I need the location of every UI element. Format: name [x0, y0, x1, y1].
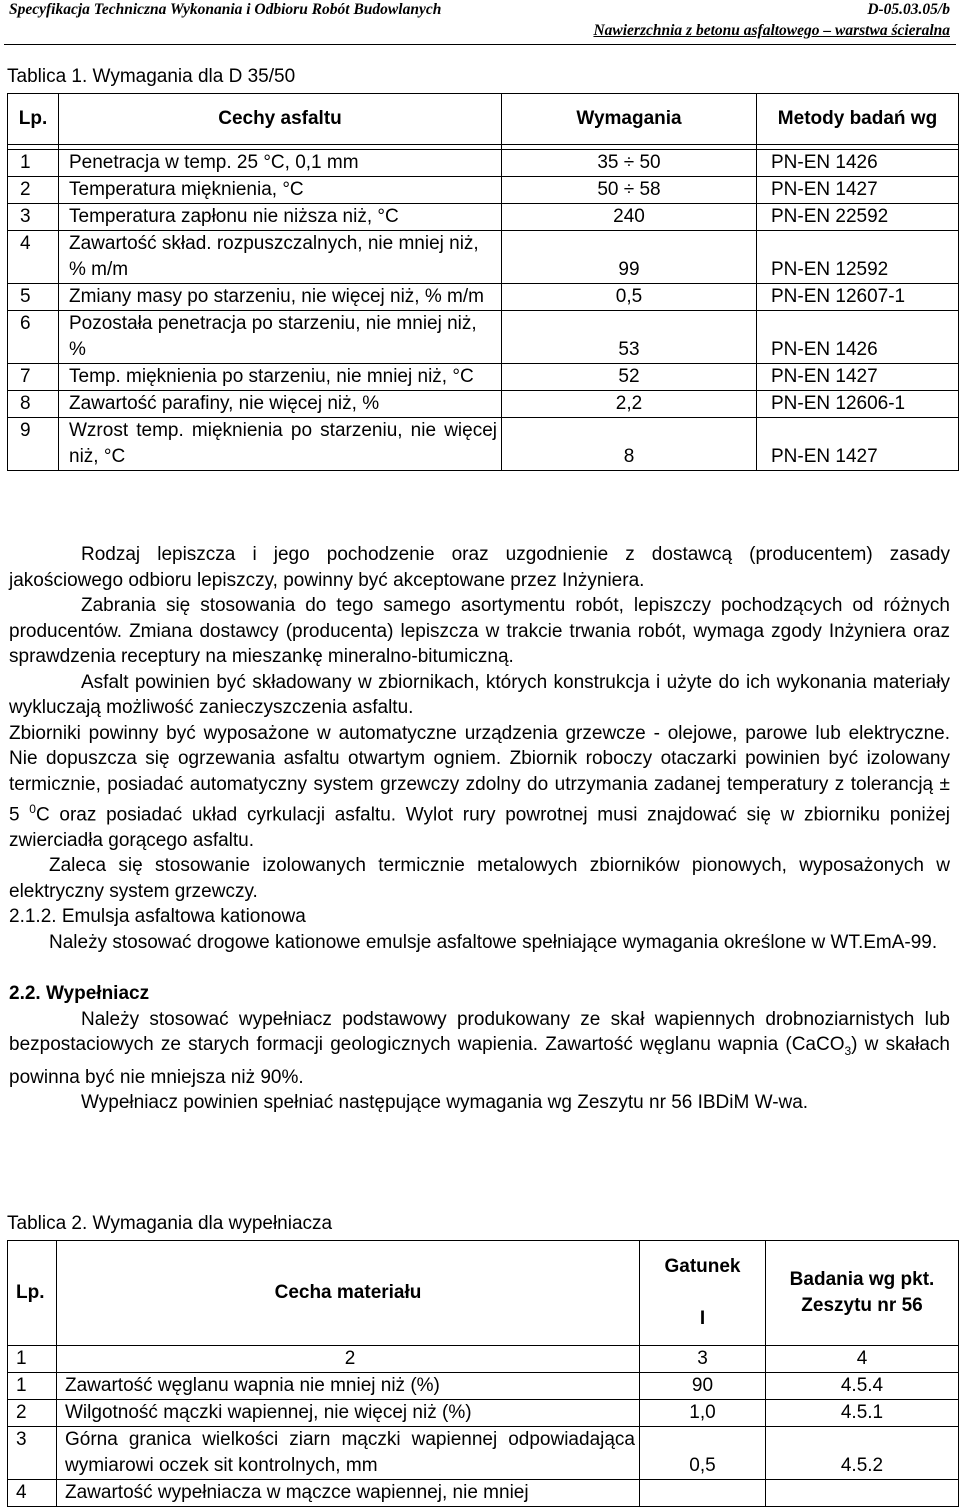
lp-cell: 6 [8, 311, 59, 364]
table1-header-wymagania: Wymagania [502, 94, 757, 145]
gatunek-class: I [699, 1308, 706, 1329]
gatunek-cell: 0,5 [640, 1427, 766, 1480]
cecha-cell: Górna granica wielkości ziarn mączki wapiennej odpowiadająca wymiarowi oczek sit kontrolnych, mm [57, 1427, 640, 1480]
table1-header-cecha: Cechy asfaltu [59, 94, 502, 145]
table-row [8, 1427, 959, 1480]
lp-cell: 8 [8, 391, 59, 418]
table-row [8, 231, 959, 284]
lp-cell: 4 [8, 231, 59, 284]
section-heading-2-2: 2.2. Wypełniacz [9, 983, 150, 1005]
wymagania-cell: 8 [502, 418, 757, 471]
cecha-cell: Zmiany masy po starzeniu, nie więcej niż, % m/m [59, 284, 502, 311]
lp-cell: 3 [8, 204, 59, 231]
metoda-cell: PN-EN 12592 [757, 231, 959, 284]
body-text [9, 542, 950, 1116]
wymagania-cell: 52 [502, 364, 757, 391]
gatunek-label: Gatunek [664, 1256, 741, 1277]
number-cell: 2 [57, 1346, 640, 1373]
number-cell: 3 [640, 1346, 766, 1373]
metoda-cell: PN-EN 1426 [757, 311, 959, 364]
formula-sub: 3 [844, 1044, 852, 1059]
paragraph: Zabrania się stosowania do tego samego asortymentu robót, lepiszczy pochodzących od różnych producentów. Zmiana dostawcy (producenta) lepiszcza w trakcie trwania robót, wymaga zgody Inżyniera oraz sprawdzenia receptury na mieszankę mineralno-bitumiczną. [9, 595, 950, 667]
cecha-cell: Wilgotność mączki wapiennej, nie więcej niż (%) [57, 1400, 640, 1427]
table2-header-gatunek [640, 1241, 766, 1346]
paragraph: Wypełniacz powinien spełniać następujące wymagania wg Zeszytu nr 56 IBDiM W-wa. [81, 1092, 809, 1114]
table2-header-row [8, 1241, 959, 1346]
wymagania-cell: 2,2 [502, 391, 757, 418]
doc-title: Specyfikacja Techniczna Wykonania i Odbioru Robót Budowlanych [9, 1, 442, 18]
lp-cell: 7 [8, 364, 59, 391]
doc-code: D-05.03.05/b [867, 1, 950, 18]
paragraph-text: Należy stosować wypełniacz podstawowy produkowany ze skał wapiennych drobnoziarnistych lub bezpostaciowych ze starych formacji geologicznych wapienia. Zawartość węglanu wapnia (CaCO [9, 1008, 950, 1056]
wymagania-cell: 240 [502, 204, 757, 231]
badania-cell [766, 1480, 959, 1507]
paragraph: Zaleca się stosowanie izolowanych termicznie metalowych zbiorników pionowych, wyposażonych w elektryczny system grzewczy. [9, 855, 950, 902]
paragraph: Należy stosować drogowe kationowe emulsje asfaltowe spełniające wymagania określone w WT.EmA-99. [49, 931, 938, 953]
number-cell: 1 [8, 1346, 57, 1373]
metoda-cell: PN-EN 1427 [757, 364, 959, 391]
lp-cell: 3 [8, 1427, 57, 1480]
gatunek-cell: 90 [640, 1373, 766, 1400]
table1 [7, 93, 959, 471]
table-row [8, 177, 959, 204]
table2-header-badania: Badania wg pkt. Zeszytu nr 56 [766, 1241, 959, 1346]
cecha-cell: Zawartość parafiny, nie więcej niż, % [59, 391, 502, 418]
table-row [8, 311, 959, 364]
doc-subtitle: Nawierzchnia z betonu asfaltowego – warstwa ścieralna [593, 22, 950, 39]
lp-cell: 2 [8, 177, 59, 204]
table1-header-lp: Lp. [8, 94, 59, 145]
paragraph-text: C oraz posiadać układ cyrkulacji asfaltu. Wylot rury powrotnej musi znajdować się w zbiorniku poniżej zwierciadła gorącego asfaltu. [9, 804, 950, 851]
cecha-cell: Wzrost temp. mięknienia po starzeniu, nie więcej niż, °C [59, 418, 502, 471]
badania-cell: 4.5.4 [766, 1373, 959, 1400]
cecha-cell: Penetracja w temp. 25 °C, 0,1 mm [59, 150, 502, 177]
badania-cell: 4.5.1 [766, 1400, 959, 1427]
paragraph-text: Zbiorniki powinny być wyposażone w automatyczne urządzenia grzewcze - olejowe, parowe lub elektryczne. Nie dopuszcza się ogrzewania asfaltu otwartym ogniem. Zbiornik roboczy otaczarki powinien być izolowany termicznie, posiadać automatyczny system grzewczy zdolny do utrzymania zadanej temperatury z tolerancją ± 5 [9, 722, 950, 826]
cecha-cell: Zawartość węglanu wapnia nie mniej niż (%) [57, 1373, 640, 1400]
metoda-cell: PN-EN 1427 [757, 177, 959, 204]
table-row [8, 204, 959, 231]
page-header [0, 0, 960, 44]
metoda-cell: PN-EN 12607-1 [757, 284, 959, 311]
table-row [8, 1373, 959, 1400]
paragraph [9, 1007, 950, 1090]
table-row [8, 364, 959, 391]
table-row [8, 150, 959, 177]
table2-header-lp: Lp. [8, 1241, 57, 1346]
wymagania-cell: 50 ÷ 58 [502, 177, 757, 204]
table1-header-row [8, 94, 959, 145]
section-heading-2-1-2: 2.1.2. Emulsja asfaltowa kationowa [9, 906, 306, 928]
gatunek-cell [640, 1480, 766, 1507]
metoda-cell: PN-EN 1427 [757, 418, 959, 471]
lp-cell: 2 [8, 1400, 57, 1427]
paragraph-text: ) w skałach powinna być nie mniejsza niż 90%. [9, 1034, 950, 1088]
wymagania-cell: 53 [502, 311, 757, 364]
table2-header-cecha: Cecha materiału [57, 1241, 640, 1346]
cecha-cell: Zawartość skład. rozpuszczalnych, nie mniej niż, % m/m [59, 231, 502, 284]
number-cell: 4 [766, 1346, 959, 1373]
table-row [8, 418, 959, 471]
cecha-cell: Pozostała penetracja po starzeniu, nie mniej niż, % [59, 311, 502, 364]
lp-cell: 4 [8, 1480, 57, 1507]
header-rule [4, 44, 956, 45]
table2 [7, 1240, 959, 1507]
lp-cell: 1 [8, 150, 59, 177]
cecha-cell: Temperatura zapłonu nie niższa niż, °C [59, 204, 502, 231]
lp-cell: 5 [8, 284, 59, 311]
spacer [9, 955, 950, 981]
metoda-cell: PN-EN 12606-1 [757, 391, 959, 418]
lp-cell: 9 [8, 418, 59, 471]
wymagania-cell: 0,5 [502, 284, 757, 311]
paragraph: Asfalt powinien być składowany w zbiornikach, których konstrukcja i użyte do ich wykonania materiały wykluczają możliwość zanieczyszczenia asfaltu. [9, 671, 950, 718]
metoda-cell: PN-EN 1426 [757, 150, 959, 177]
metoda-cell: PN-EN 22592 [757, 204, 959, 231]
table-row [8, 1480, 959, 1507]
table1-header-metody: Metody badań wg [757, 94, 959, 145]
paragraph [9, 721, 950, 854]
table2-caption: Tablica 2. Wymagania dla wypełniacza [7, 1213, 333, 1234]
table1-caption: Tablica 1. Wymagania dla D 35/50 [7, 66, 296, 87]
table2-numbers-row [8, 1346, 959, 1373]
table-row [8, 1400, 959, 1427]
cecha-cell: Zawartość wypełniacza w mączce wapiennej, nie mniej [57, 1480, 640, 1507]
lp-cell: 1 [8, 1373, 57, 1400]
cecha-cell: Temp. mięknienia po starzeniu, nie mniej niż, °C [59, 364, 502, 391]
table-row [8, 284, 959, 311]
wymagania-cell: 99 [502, 231, 757, 284]
paragraph: Rodzaj lepiszcza i jego pochodzenie oraz uzgodnienie z dostawcą (producentem) zasady jakościowego odbioru lepiszczy, powinny być akceptowane przez Inżyniera. [9, 544, 950, 591]
badania-cell: 4.5.2 [766, 1427, 959, 1480]
degree-sup: 0 [29, 802, 36, 816]
wymagania-cell: 35 ÷ 50 [502, 150, 757, 177]
gatunek-cell: 1,0 [640, 1400, 766, 1427]
table-row [8, 391, 959, 418]
cecha-cell: Temperatura mięknienia, °C [59, 177, 502, 204]
